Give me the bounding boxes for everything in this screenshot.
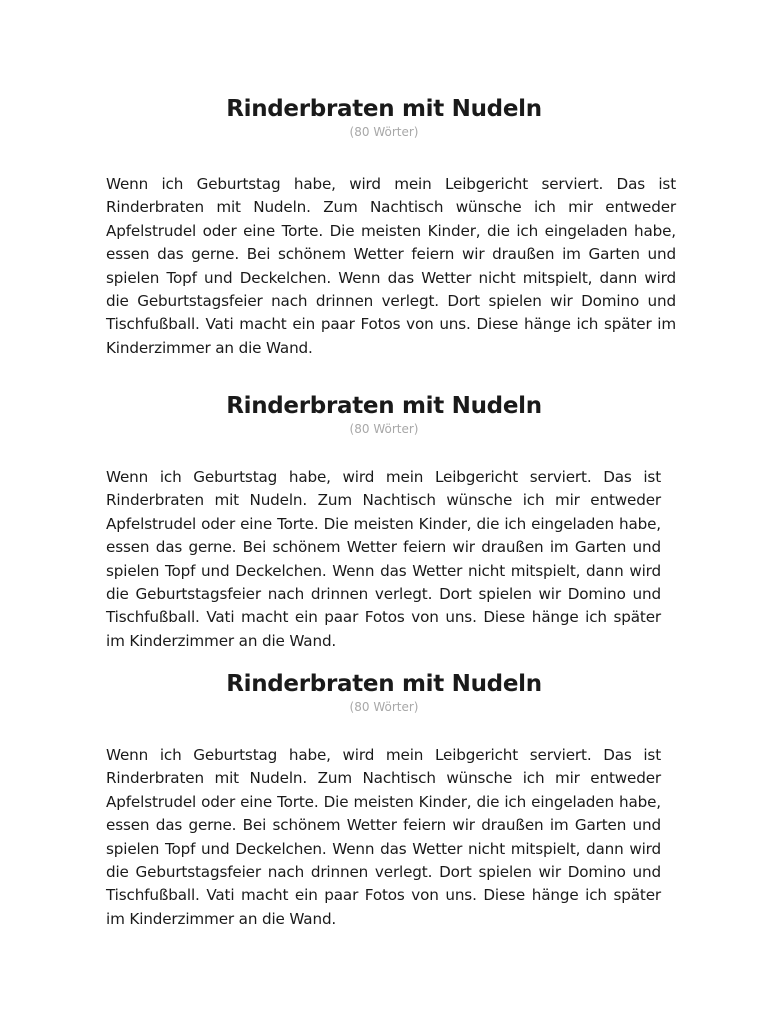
word-count-label: (80 Wörter) bbox=[349, 125, 419, 139]
section-body-text: Wenn ich Geburtstag habe, wird mein Leibgericht serviert. Das ist Rinderbraten mit Nudeln. Zum Nachtisch wünsche ich mir entweder Apfelstrudel oder eine Torte. Die meisten Kinder, die ich eingeladen habe, essen das gerne. Bei schönem Wetter feiern wir draußen im Garten und spielen Topf und Deckelchen. Wenn das Wetter nicht mitspielt, dann wird die Geburtstagsfeier nach drinnen verlegt. Dort spielen wir Domino und Tischfußball. Vati macht ein paar Fotos von uns. Diese hänge ich später im Kinderzimmer an die Wand. bbox=[106, 175, 676, 357]
section-body-text: Wenn ich Geburtstag habe, wird mein Leibgericht serviert. Das ist Rinderbraten mit Nudeln. Zum Nachtisch wünsche ich mir entweder Apfelstrudel oder eine Torte. Die meisten Kinder, die ich eingeladen habe, essen das gerne. Bei schönem Wetter feiern wir draußen im Garten und spielen Topf und Deckelchen. Wenn das Wetter nicht mitspielt, dann wird die Geburtstagsfeier nach drinnen verlegt. Dort spielen wir Domino und Tischfußball. Vati macht ein paar Fotos von uns. Diese hänge ich später im Kinderzimmer an die Wand. bbox=[106, 746, 661, 928]
section-1-header bbox=[0, 94, 768, 140]
section-body-text: Wenn ich Geburtstag habe, wird mein Leibgericht serviert. Das ist Rinderbraten mit Nudeln. Zum Nachtisch wünsche ich mir entweder Apfelstrudel oder eine Torte. Die meisten Kinder, die ich eingeladen habe, essen das gerne. Bei schönem Wetter feiern wir draußen im Garten und spielen Topf und Deckelchen. Wenn das Wetter nicht mitspielt, dann wird die Geburtstagsfeier nach drinnen verlegt. Dort spielen wir Domino und Tischfußball. Vati macht ein paar Fotos von uns. Diese hänge ich später im Kinderzimmer an die Wand. bbox=[106, 468, 661, 650]
word-count-label: (80 Wörter) bbox=[349, 422, 419, 436]
section-2-header bbox=[0, 391, 768, 437]
section-title: Rinderbraten mit Nudeln bbox=[226, 671, 542, 697]
section-title: Rinderbraten mit Nudeln bbox=[226, 96, 542, 122]
word-count-label: (80 Wörter) bbox=[349, 700, 419, 714]
section-3-header bbox=[0, 669, 768, 715]
section-title: Rinderbraten mit Nudeln bbox=[226, 393, 542, 419]
